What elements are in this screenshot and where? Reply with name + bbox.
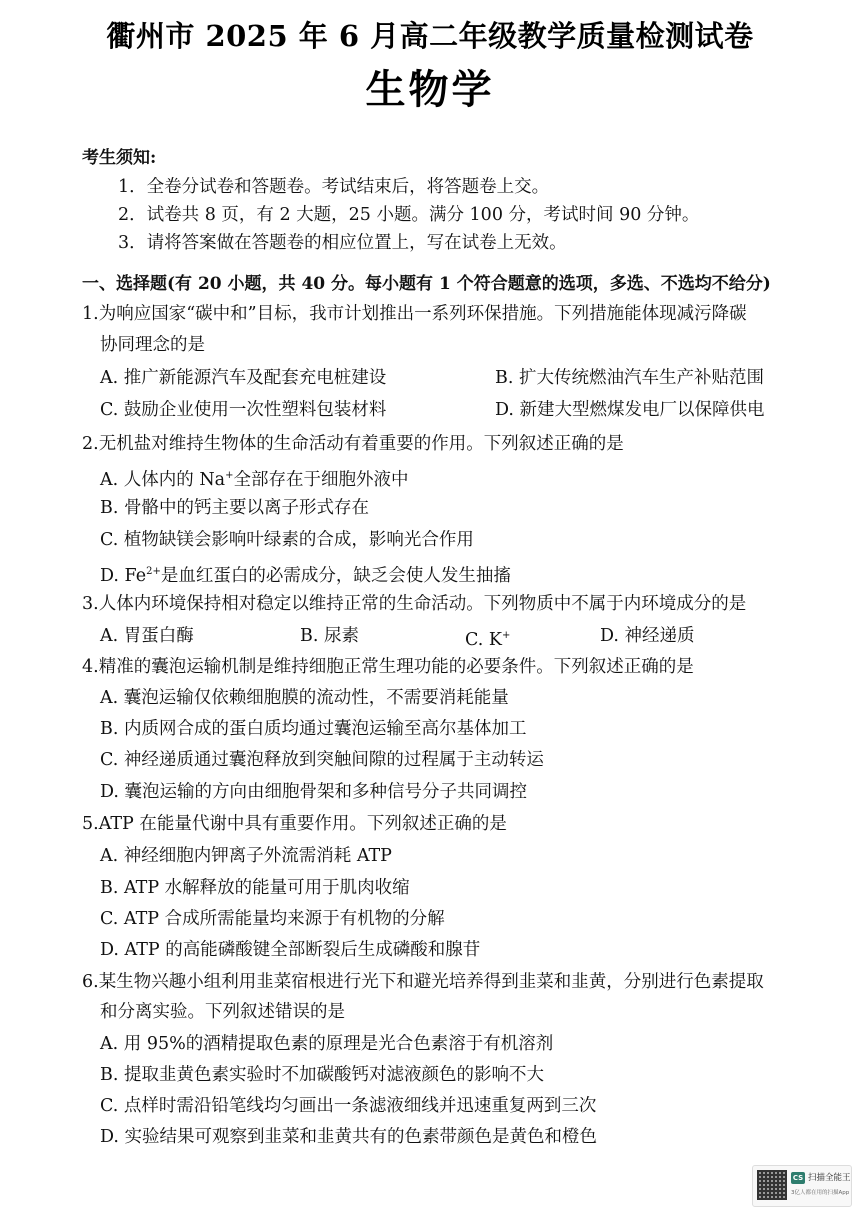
q3-option-b: B. 尿素 (300, 626, 359, 646)
q3-option-a: A. 胃蛋白酶 (100, 626, 194, 646)
q2-option-b: B. 骨骼中的钙主要以离子形式存在 (100, 498, 369, 518)
q5-option-c: C. ATP 合成所需能量均来源于有机物的分解 (100, 909, 445, 929)
q1-stem-line1: 1.为响应国家“碳中和”目标，我市计划推出一系列环保措施。下列措施能体现减污降碳 (82, 304, 747, 324)
exam-title: 衢州市 2025 年 6 月高二年级教学质量检测试卷 (106, 19, 754, 53)
q4-option-a: A. 囊泡运输仅依赖细胞膜的流动性，不需要消耗能量 (100, 688, 509, 708)
q5-option-b: B. ATP 水解释放的能量可用于肌肉收缩 (100, 878, 410, 898)
q4-stem: 4.精准的囊泡运输机制是维持细胞正常生理功能的必要条件。下列叙述正确的是 (82, 657, 694, 677)
q5-option-a: A. 神经细胞内钾离子外流需消耗 ATP (100, 846, 392, 866)
q5-option-d: D. ATP 的高能磷酸键全部断裂后生成磷酸和腺苷 (100, 940, 481, 960)
notice-item-3: 3．请将答案做在答题卷的相应位置上，写在试卷上无效。 (118, 233, 567, 253)
scanner-tagline: 3亿人都在用的扫描App (791, 1190, 850, 1196)
qr-code-icon (757, 1170, 787, 1200)
notice-item-2: 2．试卷共 8 页，有 2 大题，25 小题。满分 100 分，考试时间 90 分钟。 (118, 205, 700, 225)
cs-logo-icon: CS (792, 1174, 804, 1182)
q6-option-a: A. 用 95%的酒精提取色素的原理是光合色素溶于有机溶剂 (100, 1034, 554, 1054)
q4-option-c: C. 神经递质通过囊泡释放到突触间隙的过程属于主动转运 (100, 750, 544, 770)
scanner-watermark (752, 1165, 852, 1207)
q1-stem-line2: 协同理念的是 (100, 335, 205, 355)
q6-stem-line2: 和分离实验。下列叙述错误的是 (100, 1002, 345, 1022)
q2-option-a: A. 人体内的 Na+全部存在于细胞外液中 (100, 470, 409, 490)
q3-stem: 3.人体内环境保持相对稳定以维持正常的生命活动。下列物质中不属于内环境成分的是 (82, 594, 747, 614)
subject-title: 生物学 (365, 66, 495, 113)
q1-option-a: A. 推广新能源汽车及配套充电桩建设 (100, 368, 387, 388)
q3-option-d: D. 神经递质 (600, 626, 695, 646)
scanner-app-name: 扫描全能王 (808, 1173, 851, 1183)
q2-stem: 2.无机盐对维持生物体的生命活动有着重要的作用。下列叙述正确的是 (82, 434, 624, 454)
q1-option-b: B. 扩大传统燃油汽车生产补贴范围 (495, 368, 764, 388)
q6-option-c: C. 点样时需沿铅笔线均匀画出一条滤液细线并迅速重复两到三次 (100, 1096, 597, 1116)
q2-option-c: C. 植物缺镁会影响叶绿素的合成，影响光合作用 (100, 530, 474, 550)
q6-stem-line1: 6.某生物兴趣小组利用韭菜宿根进行光下和避光培养得到韭菜和韭黄，分别进行色素提取 (82, 972, 764, 992)
q1-option-c: C. 鼓励企业使用一次性塑料包装材料 (100, 400, 387, 420)
q5-stem: 5.ATP 在能量代谢中具有重要作用。下列叙述正确的是 (82, 814, 507, 834)
q3-option-c: C. K+ (465, 630, 511, 650)
notice-heading: 考生须知: (82, 148, 157, 168)
notice-item-1: 1．全卷分试卷和答题卷。考试结束后，将答题卷上交。 (118, 177, 550, 197)
q6-option-b: B. 提取韭黄色素实验时不加碳酸钙对滤液颜色的影响不大 (100, 1065, 544, 1085)
q4-option-b: B. 内质网合成的蛋白质均通过囊泡运输至高尔基体加工 (100, 719, 527, 739)
q1-option-d: D. 新建大型燃煤发电厂以保障供电 (495, 400, 765, 420)
q6-option-d: D. 实验结果可观察到韭菜和韭黄共有的色素带颜色是黄色和橙色 (100, 1127, 598, 1147)
q2-option-d: D. $Fe^{2+}$是血红蛋白的必需成分，缺乏会使人发生抽搐 (100, 566, 511, 586)
q4-option-d: D. 囊泡运输的方向由细胞骨架和多种信号分子共同调控 (100, 782, 528, 802)
section-heading: 一、选择题(有 20 小题，共 40 分。每小题有 1 个符合题意的选项，多选、不选均不给分) (82, 274, 771, 294)
